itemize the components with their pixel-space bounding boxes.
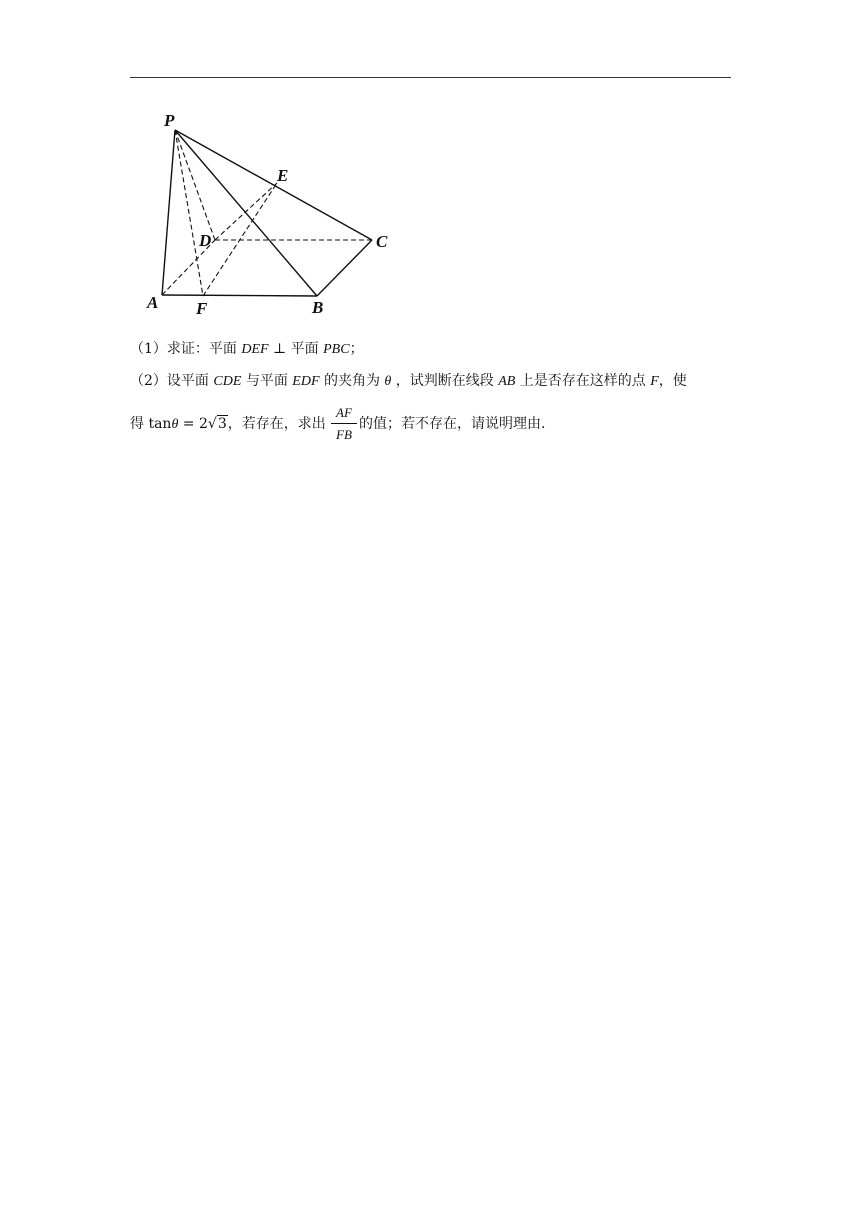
plane-CDE: CDE <box>213 374 242 389</box>
edge-DE <box>215 183 277 240</box>
sqrt-three: √3 <box>207 416 227 432</box>
question-1 <box>130 340 364 359</box>
radicand: 3 <box>217 416 227 432</box>
q2-text-3: 的夹角为 <box>319 373 385 389</box>
label-P: P <box>164 111 175 130</box>
edge-AB <box>162 295 317 296</box>
point-F: F <box>650 374 659 389</box>
q2-number: （2） <box>130 373 167 389</box>
fraction-AF-FB <box>331 404 357 443</box>
fraction-bar <box>331 423 357 424</box>
q1-end: ； <box>349 341 364 357</box>
q2b-text-2: ，若存在，求出 <box>227 416 326 432</box>
q2-text-5: 上是否存在这样的点 <box>515 373 651 389</box>
q2-text-1: 设平面 <box>166 373 214 389</box>
equals-two: = 2 <box>178 416 208 432</box>
theta-symbol-2: θ <box>171 417 179 432</box>
q2-text-6: ，使 <box>658 373 687 389</box>
perp-symbol: ⊥ <box>268 341 291 357</box>
label-A: A <box>147 293 159 312</box>
edge-PC <box>175 130 372 240</box>
edge-PB <box>175 130 317 296</box>
plane-EDF: EDF <box>292 374 320 389</box>
label-F: F <box>196 299 208 318</box>
edge-PA <box>162 130 175 295</box>
question-2 <box>130 372 687 391</box>
geometry-figure <box>140 108 400 323</box>
plane-DEF: DEF <box>241 342 269 357</box>
q2b-text-1: 得 <box>130 416 149 432</box>
q1-number: （1） <box>130 341 167 357</box>
q2-text-2: 与平面 <box>241 373 293 389</box>
fraction-numerator: AF <box>336 405 352 420</box>
header-rule <box>130 77 731 78</box>
plane-PBC: PBC <box>323 342 350 357</box>
q2b-text-3: 的值；若不存在，请说明理由. <box>359 416 546 432</box>
fraction-denominator: FB <box>336 427 352 442</box>
label-E: E <box>277 166 289 185</box>
edge-BC <box>317 240 372 296</box>
segment-AB: AB <box>498 374 516 389</box>
q1-text: 求证：平面 <box>166 341 242 357</box>
label-B: B <box>312 298 324 317</box>
label-C: C <box>376 232 388 251</box>
edge-PF <box>175 130 203 296</box>
q2-text-4: ，试判断在线段 <box>391 373 499 389</box>
edge-PD <box>175 130 215 240</box>
theta-symbol: θ <box>384 374 392 389</box>
q1-text-2: 平面 <box>290 341 324 357</box>
label-D: D <box>199 231 212 250</box>
tan-function: tan <box>148 416 172 432</box>
q2b-line <box>130 415 326 434</box>
